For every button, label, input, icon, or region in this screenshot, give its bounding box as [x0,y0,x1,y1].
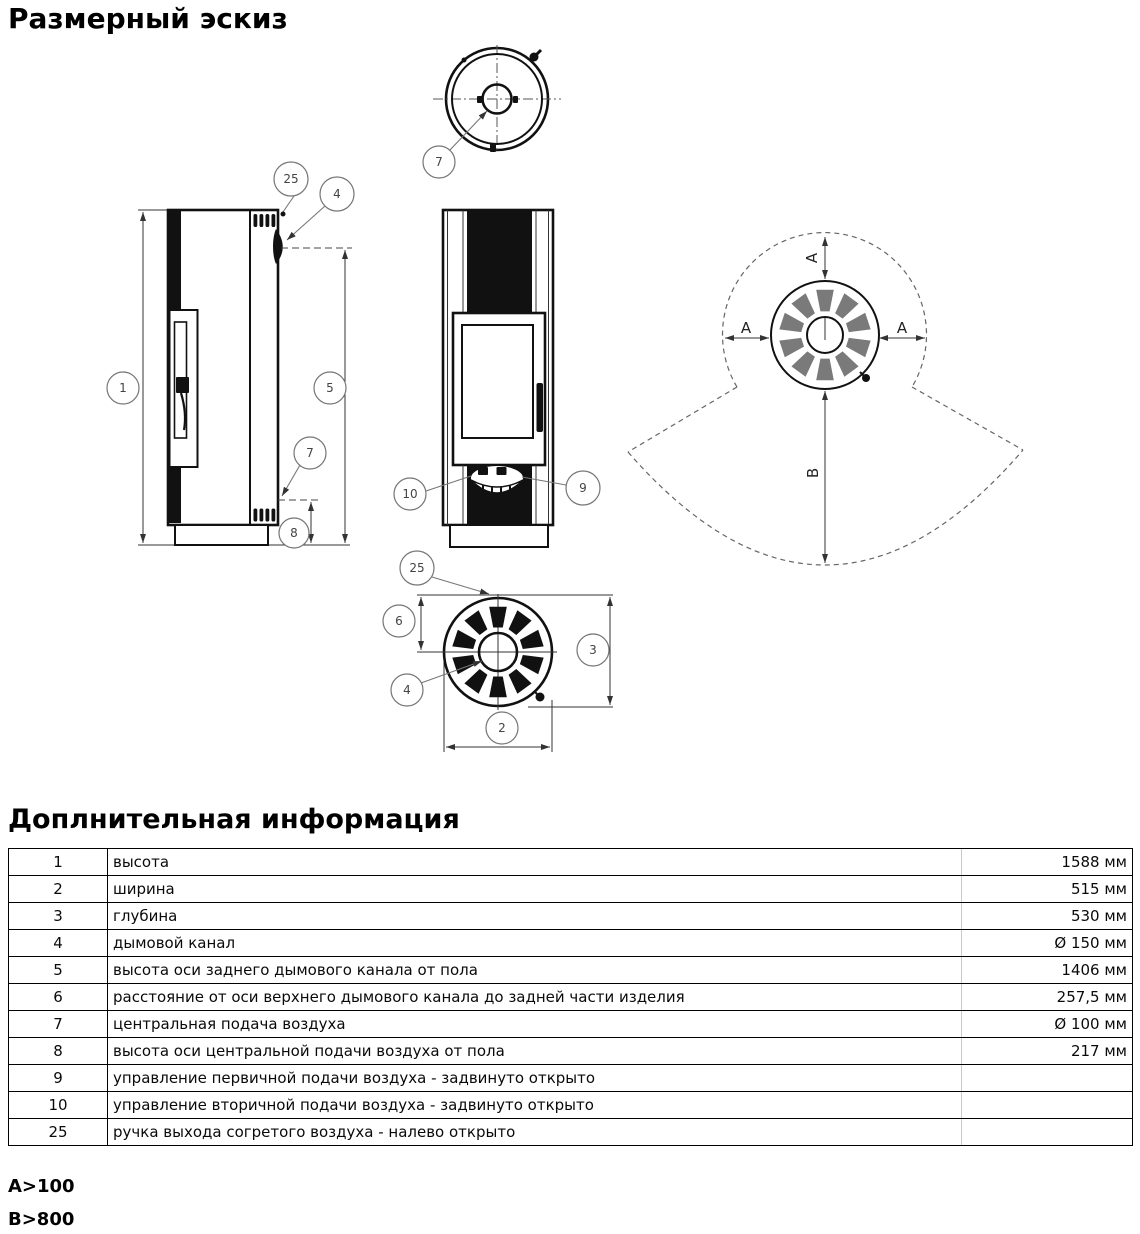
table-row [9,1038,1133,1065]
row-description: центральная подача воздуха [108,1011,962,1038]
front-top-black-band [467,210,532,313]
row-description: ширина [108,876,962,903]
leader-central-air-side [282,465,300,496]
callout-flue-offset-label: 6 [395,614,403,628]
table-row [9,957,1133,984]
row-number: 9 [9,1065,108,1092]
clearance-label-left: A [740,319,752,337]
info-table [8,848,1133,1146]
row-description: дымовой канал [108,930,962,957]
side-rear-flue [273,229,283,264]
row-number: 7 [9,1011,108,1038]
callout-secondary-air-label: 10 [402,487,418,501]
top-view [423,45,561,178]
row-value [962,1065,1133,1092]
callout-primary-air-label: 9 [579,481,587,495]
air-control-knob-left [478,467,488,475]
row-number: 10 [9,1092,108,1119]
side-door-handle [176,377,189,393]
callout-rear-flue-axis-label: 5 [326,381,334,395]
row-description: глубина [108,903,962,930]
clearance-handle-mark [862,374,870,382]
clearance-right-edge [912,387,1023,450]
section-title: Доплнительная информация [8,804,460,835]
handle-mark-side [281,212,286,217]
row-value: 217 мм [962,1038,1133,1065]
row-description: высота [108,849,962,876]
row-number: 6 [9,984,108,1011]
page-title: Размерный эскиз [8,2,288,35]
front-base [450,525,548,547]
row-number: 3 [9,903,108,930]
row-value: 530 мм [962,903,1133,930]
row-value: Ø 150 мм [962,930,1133,957]
side-base [175,525,268,545]
bottom-handle-mark [536,693,545,702]
clearance-diagram [628,233,1023,565]
air-control-knob-right [497,467,507,475]
row-number: 8 [9,1038,108,1065]
table-row [9,930,1133,957]
row-description: высота оси центральной подачи воздуха от пола [108,1038,962,1065]
row-value: 1588 мм [962,849,1133,876]
leader-handle-side [283,196,294,212]
row-value [962,1119,1133,1146]
callout-width-label: 2 [498,721,506,735]
note-clearance-a: A>100 [8,1176,75,1197]
clearance-left-edge [628,387,737,452]
front-door-glass [462,325,533,438]
row-number: 5 [9,957,108,984]
row-value [962,1092,1133,1119]
callout-handle-side-label: 25 [283,172,299,186]
table-row [9,876,1133,903]
front-view [394,210,600,547]
table-row [9,984,1133,1011]
callout-flue-side-label: 4 [333,187,341,201]
note-clearance-b: B>800 [8,1209,75,1230]
side-front-band-bottom [168,467,181,523]
callout-top-air-label: 7 [435,155,443,169]
table-row [9,1011,1133,1038]
side-front-band-top [168,210,181,313]
row-description: высота оси заднего дымового канала от пола [108,957,962,984]
row-description: управление вторичной подачи воздуха - задвинуто открыто [108,1092,962,1119]
bottom-view [383,551,613,752]
table-row [9,849,1133,876]
row-value: 515 мм [962,876,1133,903]
row-value: 1406 мм [962,957,1133,984]
leader-handle-bottom [432,577,489,594]
callout-height-label: 1 [119,381,127,395]
callout-handle-bottom-label: 25 [409,561,425,575]
callout-depth-label: 3 [589,643,597,657]
clearance-label-right: A [896,319,908,337]
callout-central-air-height-label: 8 [290,526,298,540]
row-number: 25 [9,1119,108,1146]
clearance-label-top: A [803,252,821,264]
row-number: 4 [9,930,108,957]
row-description: расстояние от оси верхнего дымового канала до задней части изделия [108,984,962,1011]
table-row [9,903,1133,930]
row-description: ручка выхода согретого воздуха - налево открыто [108,1119,962,1146]
clearance-label-rear: B [804,467,822,479]
callout-central-air-side-label: 7 [306,446,314,460]
front-door-handle [537,383,544,432]
table-row [9,1119,1133,1146]
side-view [107,162,354,548]
row-number: 2 [9,876,108,903]
row-description: управление первичной подачи воздуха - задвинуто открыто [108,1065,962,1092]
table-row [9,1092,1133,1119]
leader-flue-side [287,206,325,240]
row-number: 1 [9,849,108,876]
row-value: 257,5 мм [962,984,1133,1011]
table-row [9,1065,1133,1092]
row-value: Ø 100 мм [962,1011,1133,1038]
callout-flue-bottom-label: 4 [403,683,411,697]
